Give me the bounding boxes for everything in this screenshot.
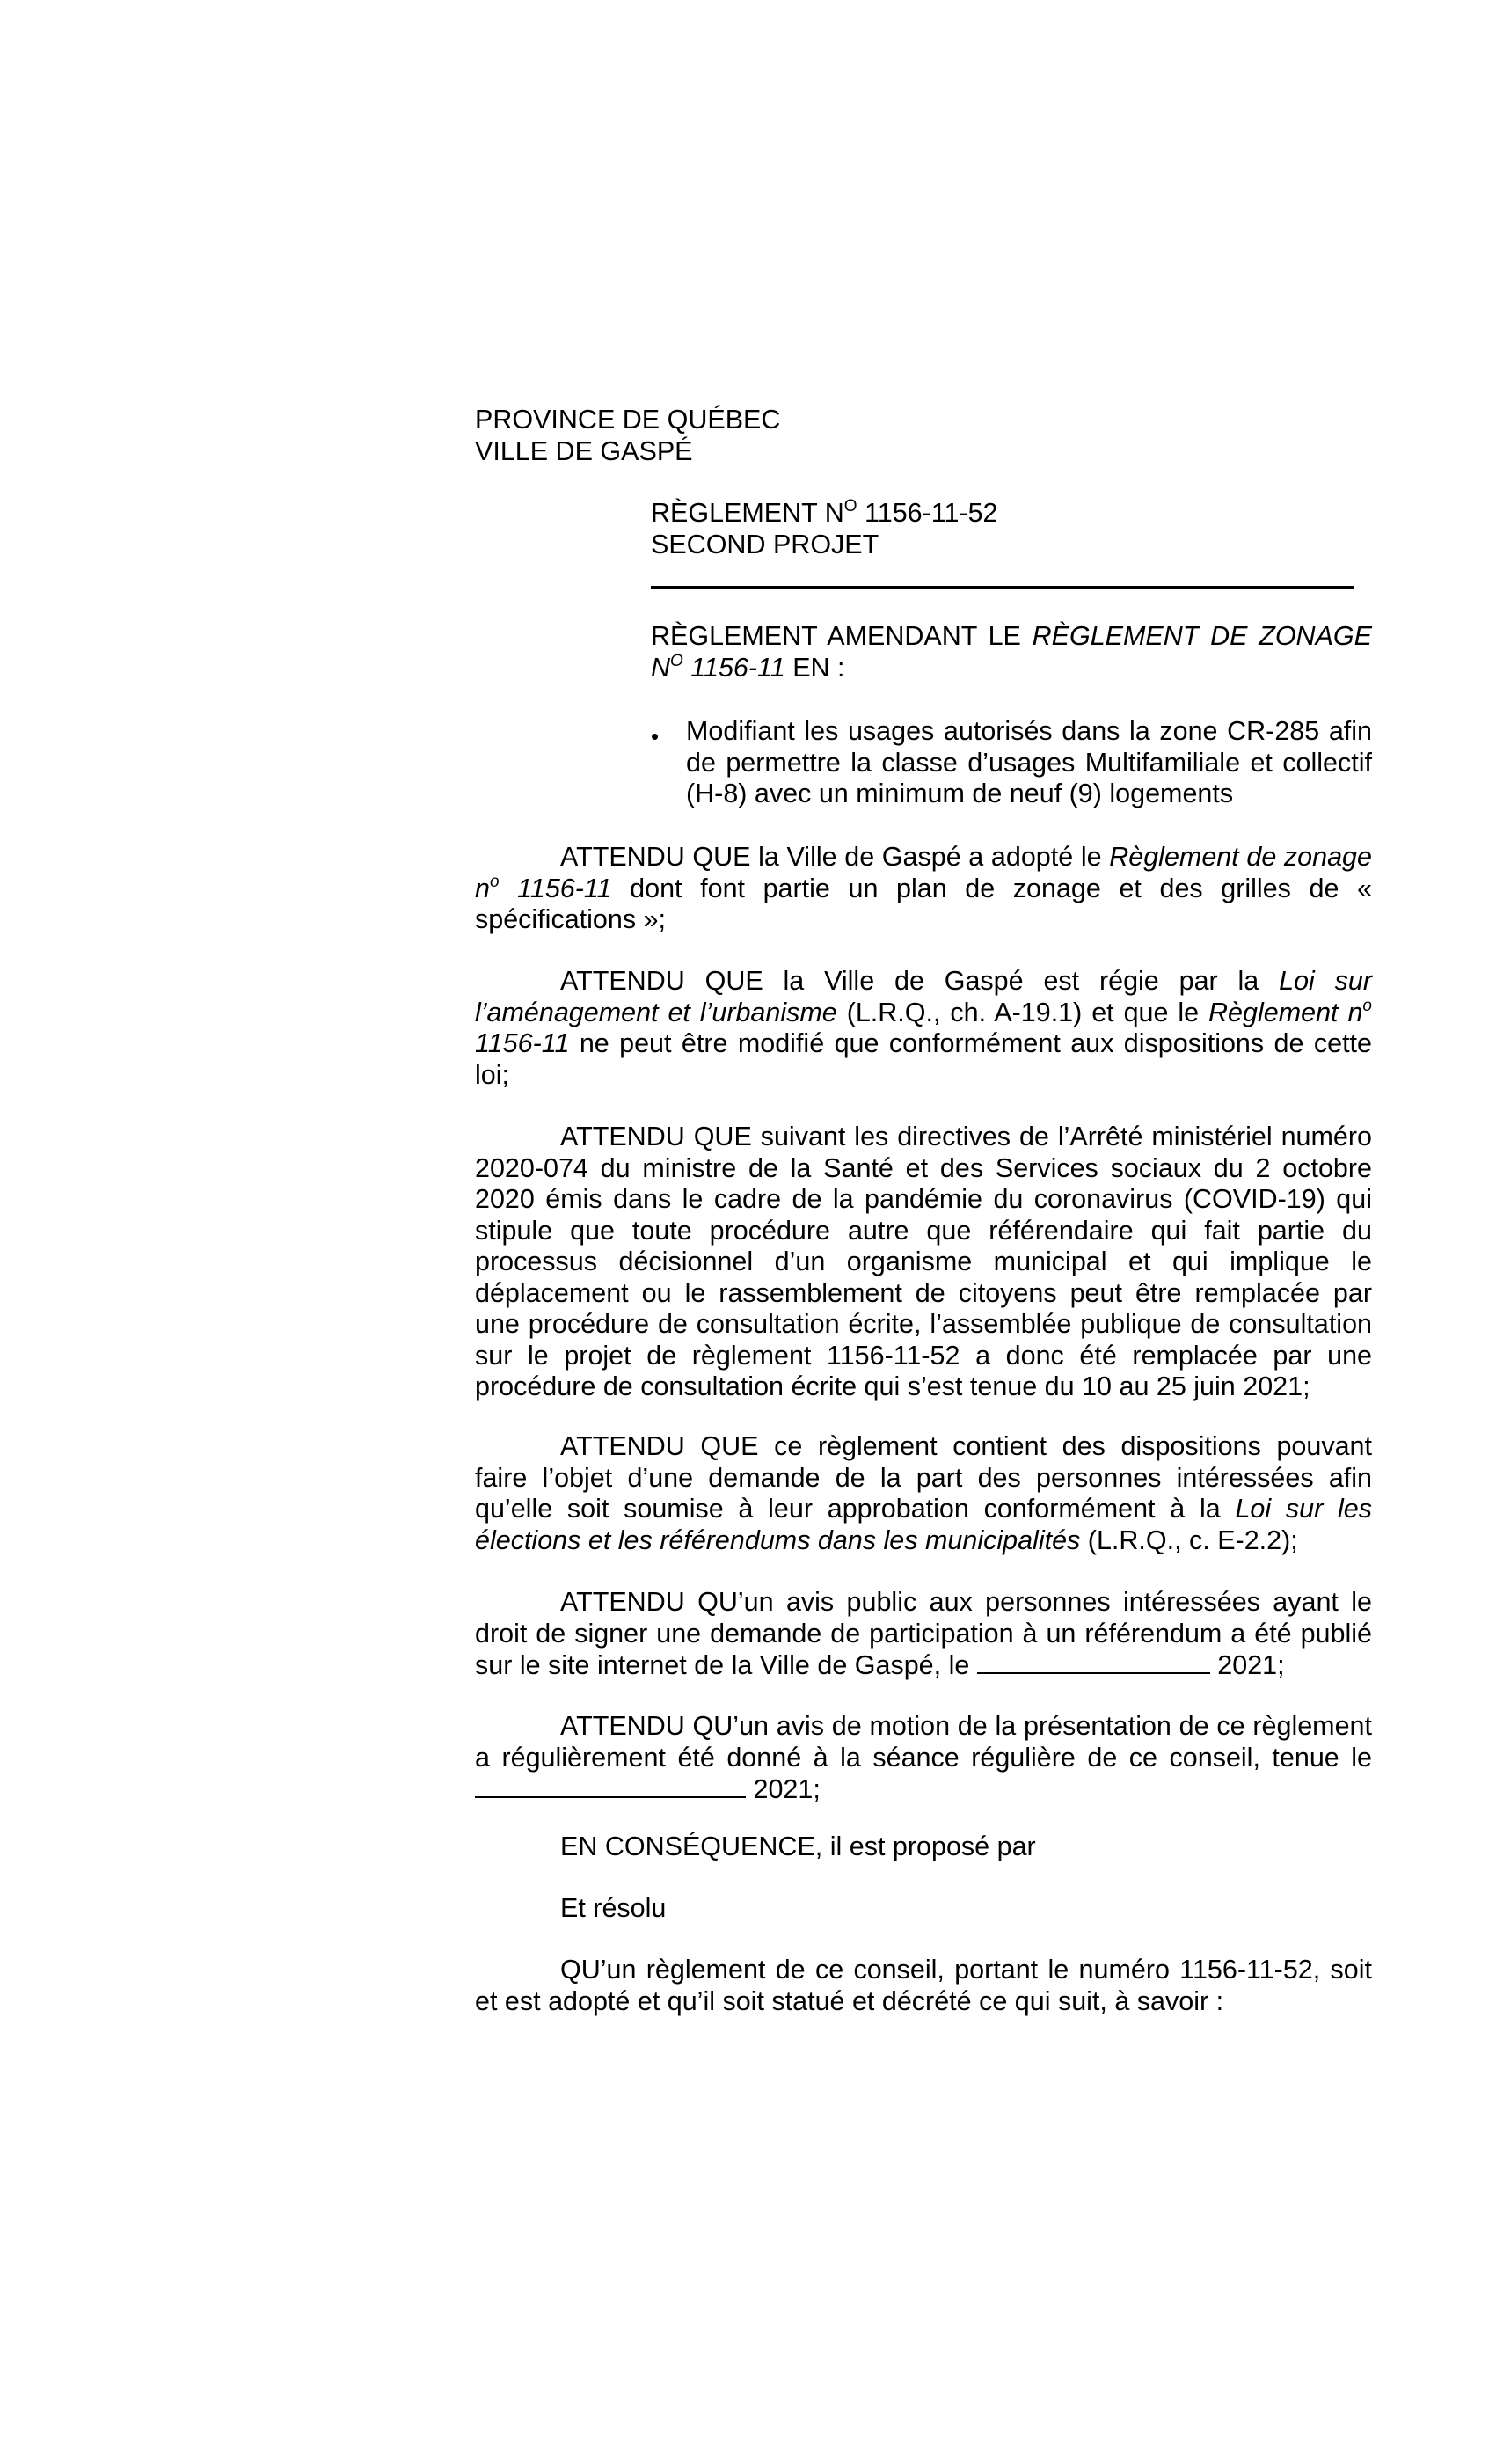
paragraph-8: Et résolu bbox=[560, 1893, 667, 1923]
date-blank-field bbox=[977, 1649, 1210, 1674]
regulation-block bbox=[651, 498, 998, 560]
city-label: VILLE DE GASPÉ bbox=[475, 435, 693, 466]
title-divider bbox=[651, 586, 1354, 589]
paragraph-3: ATTENDU QUE suivant les directives de l’Arrêté ministériel numéro 2020-074 du ministre de la Santé et des Services sociaux du 2 octobre 2020 émis dans le cadre de la pandémie du coronavirus (COVID-19) qui stipule que toute procédure autre que référendaire qui fait partie du processus décisionnel d’un organisme municipal et qui implique le déplacement ou le rassemblement de citoyens peut être remplacée par une procédure de consultation écrite, l’assemblée publique de consultation sur le projet de règlement 1156-11-52 a donc été remplacée par une procédure de consultation écrite qui s’est tenue du 10 au 25 juin 2021; bbox=[475, 1122, 1372, 1401]
bullet-icon: • bbox=[651, 723, 660, 749]
regulation-status: SECOND PROJET bbox=[651, 529, 879, 559]
paragraph-6: ATTENDU QU’un avis de motion de la présentation de ce règlement a régulièrement été donné à la séance régulière de ce conseil, tenue le 2021; bbox=[475, 1711, 1372, 1804]
header-block bbox=[475, 405, 780, 467]
bullet-text: Modifiant les usages autorisés dans la zone CR-285 afin de permettre la classe d’usages Multifamiliale et collectif (H-8) avec un minimum de neuf (9) logements bbox=[686, 716, 1372, 808]
paragraph-7: EN CONSÉQUENCE, il est proposé par bbox=[560, 1832, 1036, 1861]
paragraph-1: ATTENDU QUE la Ville de Gaspé a adopté le Règlement de zonage $n^o$ 1156-11 dont font partie un plan de zonage et des grilles de « spécifications »; bbox=[475, 842, 1373, 934]
paragraph-4: ATTENDU QUE ce règlement contient des dispositions pouvant faire l’objet d’une demande de la part des personnes intéressées afin qu’elle soit soumise à leur approbation conformément à la Loi sur les élections et les référendums dans les municipalités (L.R.Q., c. E-2.2); bbox=[475, 1431, 1372, 1555]
date-blank-field bbox=[475, 1773, 746, 1798]
province-label: PROVINCE DE QUÉBEC bbox=[475, 405, 781, 435]
paragraph-5: ATTENDU QU’un avis public aux personnes intéressées ayant le droit de signer une demande de participation à un référendum a été publié sur le site internet de la Ville de Gaspé, le 2021; bbox=[475, 1587, 1372, 1680]
paragraph-9: QU’un règlement de ce conseil, portant le numéro 1156-11-52, soit et est adopté et qu’il soit statué et décrété ce qui suit, à savoir : bbox=[475, 1955, 1372, 2016]
paragraph-2: ATTENDU QUE la Ville de Gaspé est régie par la Loi sur l’aménagement et l’urbanisme (L.R.Q., ch. A-19.1) et que le Règlement $n^o$ 1156-11 ne peut être modifié que conformément aux dispositions de cette loi; bbox=[475, 966, 1373, 1090]
amending-title: RÈGLEMENT AMENDANT LE RÈGLEMENT DE ZONAGE $N^O$ 1156-11 EN : bbox=[651, 621, 1372, 683]
regulation-number: RÈGLEMENT $N^O$ 1156-11-52 bbox=[651, 497, 998, 528]
